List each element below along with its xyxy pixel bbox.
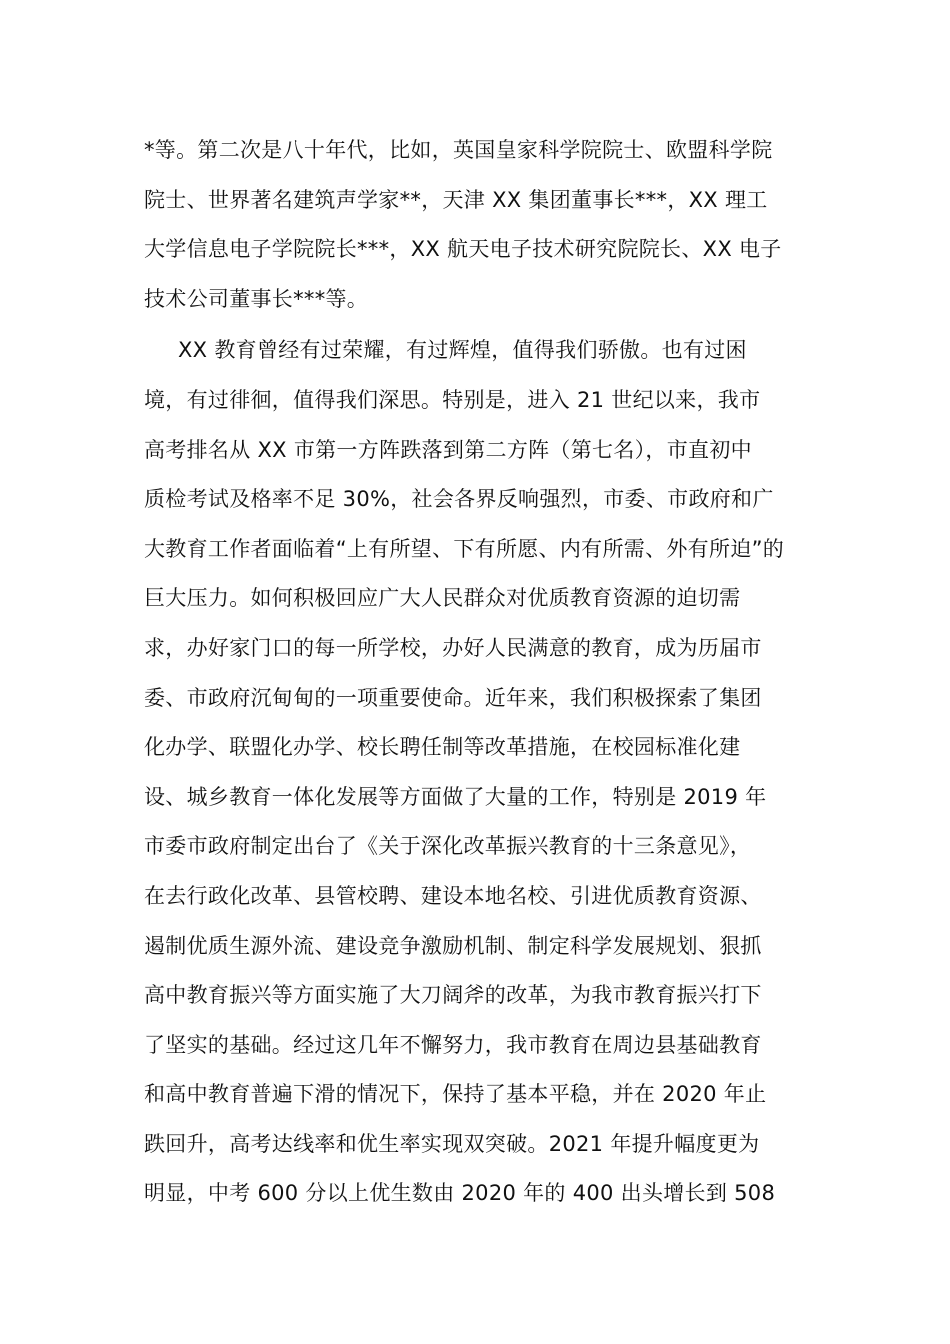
paragraph-line: 化办学、联盟化办学、校长聘任制等改革措施，在校园标准化建 <box>144 735 741 760</box>
paragraph-line: 求，办好家门口的每一所学校，办好人民满意的教育，成为历届市 <box>144 635 762 660</box>
paragraph-line: 境，有过徘徊，值得我们深思。特别是，进入 21 世纪以来，我市 <box>144 387 761 412</box>
paragraph-line: 大学信息电子学院院长***，XX 航天电子技术研究院院长、XX 电子 <box>144 237 782 262</box>
paragraph-line: 高中教育振兴等方面实施了大刀阔斧的改革，为我市教育振兴打下 <box>144 983 762 1008</box>
paragraph-line: 遏制优质生源外流、建设竞争激励机制、制定科学发展规划、狠抓 <box>144 933 762 958</box>
document-body <box>144 126 809 1219</box>
paragraph-line: *等。第二次是八十年代，比如，英国皇家科学院院士、欧盟科学院 <box>144 138 773 162</box>
paragraph-line: 质检考试及格率不足 30%，社会各界反响强烈，市委、市政府和广 <box>144 487 774 512</box>
paragraph-line: 明显，中考 600 分以上优生数由 2020 年的 400 出头增长到 508 <box>144 1181 776 1206</box>
paragraph-line: 巨大压力。如何积极回应广大人民群众对优质教育资源的迫切需 <box>144 586 741 611</box>
paragraph-line: 设、城乡教育一体化发展等方面做了大量的工作，特别是 2019 年 <box>144 784 767 809</box>
paragraph-line: 跌回升，高考达线率和优生率实现双突破。2021 年提升幅度更为 <box>144 1131 760 1156</box>
paragraph-line: 和高中教育普遍下滑的情况下，保持了基本平稳，并在 2020 年止 <box>144 1082 767 1107</box>
paragraph-line: 市委市政府制定出台了《关于深化改革振兴教育的十三条意见》， <box>144 834 752 859</box>
paragraph-line: 大教育工作者面临着“上有所望、下有所愿、内有所需、外有所迫”的 <box>144 536 785 561</box>
paragraph-line: 了坚实的基础。经过这几年不懈努力，我市教育在周边县基础教育 <box>144 1032 762 1057</box>
paragraph-line: 委、市政府沉甸甸的一项重要使命。近年来，我们积极探索了集团 <box>144 685 762 710</box>
paragraph-1 <box>144 126 809 324</box>
paragraph-line: XX 教育曾经有过荣耀，有过辉煌，值得我们骄傲。也有过困 <box>178 338 747 363</box>
paragraph-2 <box>144 326 809 1219</box>
paragraph-line: 院士、世界著名建筑声学家**，天津 XX 集团董事长***，XX 理工 <box>144 187 768 212</box>
paragraph-line: 在去行政化改革、县管校聘、建设本地名校、引进优质教育资源、 <box>144 883 762 908</box>
paragraph-line: 高考排名从 XX 市第一方阵跌落到第二方阵（第七名），市直初中 <box>144 437 752 462</box>
paragraph-line: 技术公司董事长***等。 <box>144 286 369 311</box>
